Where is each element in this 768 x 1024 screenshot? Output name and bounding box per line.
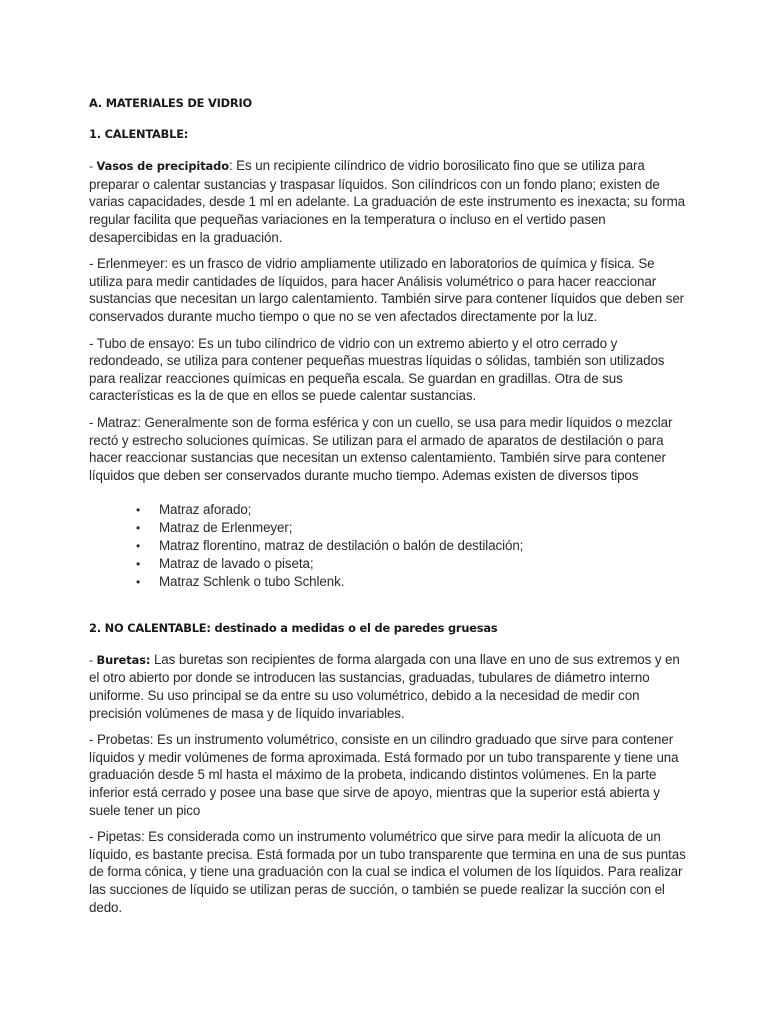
- no-calentable-title: [89, 620, 689, 638]
- calentable-title: 1. CALENTABLE:: [89, 126, 189, 141]
- matraz-paragraph: - Matraz: Generalmente son de forma esférica y con un cuello, se usa para medir líquidos o mezclar rectó y estrecho soluciones químicas. Se utilizan para el armado de aparatos de destilación o para hacer reaccionar sustancias que necesitan un extenso calentamiento. También sirve para contener líquidos que deben ser conservados durante mucho tiempo. Ademas existen de diversos tipos: [89, 414, 673, 483]
- list-item: [89, 573, 689, 591]
- buretas-paragraph: [89, 651, 689, 722]
- bullet-icon: •: [136, 575, 141, 590]
- list-item-label: Matraz florentino, matraz de destilación o balón de destilación;: [159, 538, 524, 554]
- matraz-types-list: [89, 501, 689, 591]
- probetas-paragraph: - Probetas: Es un instrumento volumétrico, consiste en un cilindro graduado que sirve para contener líquidos y medir volúmenes de forma aproximada. Está formado por un tubo transparente y tiene una graduación desde 5 ml hasta el máximo de la probeta, indicando distintos volúmenes. En la parte inferior está cerrado y posee una base que sirve de apoyo, mientras que la superior está abierta y suele tener un pico: [89, 732, 679, 818]
- list-item: [89, 555, 689, 573]
- list-item: [89, 537, 689, 555]
- no-calentable-subtitle: destinado a medidas o el de paredes gruesas: [214, 621, 498, 636]
- document-page: [89, 93, 689, 916]
- section-a-title: A. MATERIALES DE VIDRIO: [89, 96, 252, 110]
- list-item: [89, 501, 689, 519]
- tubo-paragraph: - Tubo de ensayo: Es un tubo cilíndrico de vidrio con un extremo abierto y el otro cerrado y redondeado, se utiliza para contener pequeñas muestras líquidas o sólidas, también son utilizados para realizar reacciones químicas en pequeña escala. Se guardan en gradillas. Otra de sus características es la de que en ellos se puede calentar sustancias.: [89, 335, 665, 404]
- vasos-term: Vasos de precipitado: [96, 159, 229, 174]
- erlenmeyer-paragraph: - Erlenmeyer: es un frasco de vidrio ampliamente utilizado en laboratorios de química y física. Se utiliza para medir cantidades de líquidos, para hacer Análisis volumétrico o para hacer reaccionar sustancias que necesitan un largo calentamiento. También sirve para contener líquidos que deben ser conservados durante mucho tiempo o que no se ven afectados directamente por la luz.: [89, 256, 685, 324]
- bullet-icon: •: [136, 503, 141, 518]
- bullet-icon: •: [136, 539, 141, 554]
- buretas-term: Buretas:: [96, 652, 151, 667]
- list-item-label: Matraz de lavado o piseta;: [159, 556, 314, 572]
- list-item: [89, 519, 689, 537]
- buretas-dash: -: [89, 652, 97, 667]
- pipetas-paragraph: - Pipetas: Es considerada como un instrumento volumétrico que sirve para medir la alícuota de un líquido, es bastante precisa. Está formada por un tubo transparente que termina en una de sus puntas de forma cónica, y tiene una graduación con la cual se indica el volumen de los líquidos. Para realizar las succiones de líquido se utilizan peras de succión, o también se puede realizar la succión con el dedo.: [89, 829, 686, 915]
- list-item-label: Matraz Schlenk o tubo Schlenk.: [159, 574, 345, 590]
- vasos-dash: -: [89, 159, 97, 174]
- no-calentable-label: 2. NO CALENTABLE:: [89, 621, 215, 636]
- buretas-text: Las buretas son recipientes de forma alargada con una llave en uno de sus extremos y en el otro abierto por donde se introducen las sustancias, graduadas, tubulares de diámetro interno uniforme. Su uso principal se da entre su uso volumétrico, debido a la necesidad de medir con precisión volúmenes de masa y de líquido invariables.: [89, 651, 680, 721]
- bullet-icon: •: [136, 521, 141, 536]
- list-item-label: Matraz aforado;: [159, 502, 252, 518]
- bullet-icon: •: [136, 557, 141, 572]
- vasos-paragraph: [89, 157, 689, 246]
- list-item-label: Matraz de Erlenmeyer;: [159, 520, 293, 536]
- vasos-text: : Es un recipiente cilíndrico de vidrio borosilicato fino que se utiliza para preparar o calentar sustancias y traspasar líquidos. Son cilíndricos con un fondo plano; existen de varias capacidades, desde 1 ml en adelante. La graduación de este instrumento es inexacta; su forma regular facilita que pequeñas variaciones en la temperatura o incluso en el vertido pasen desapercibidas en la graduación.: [89, 158, 686, 245]
